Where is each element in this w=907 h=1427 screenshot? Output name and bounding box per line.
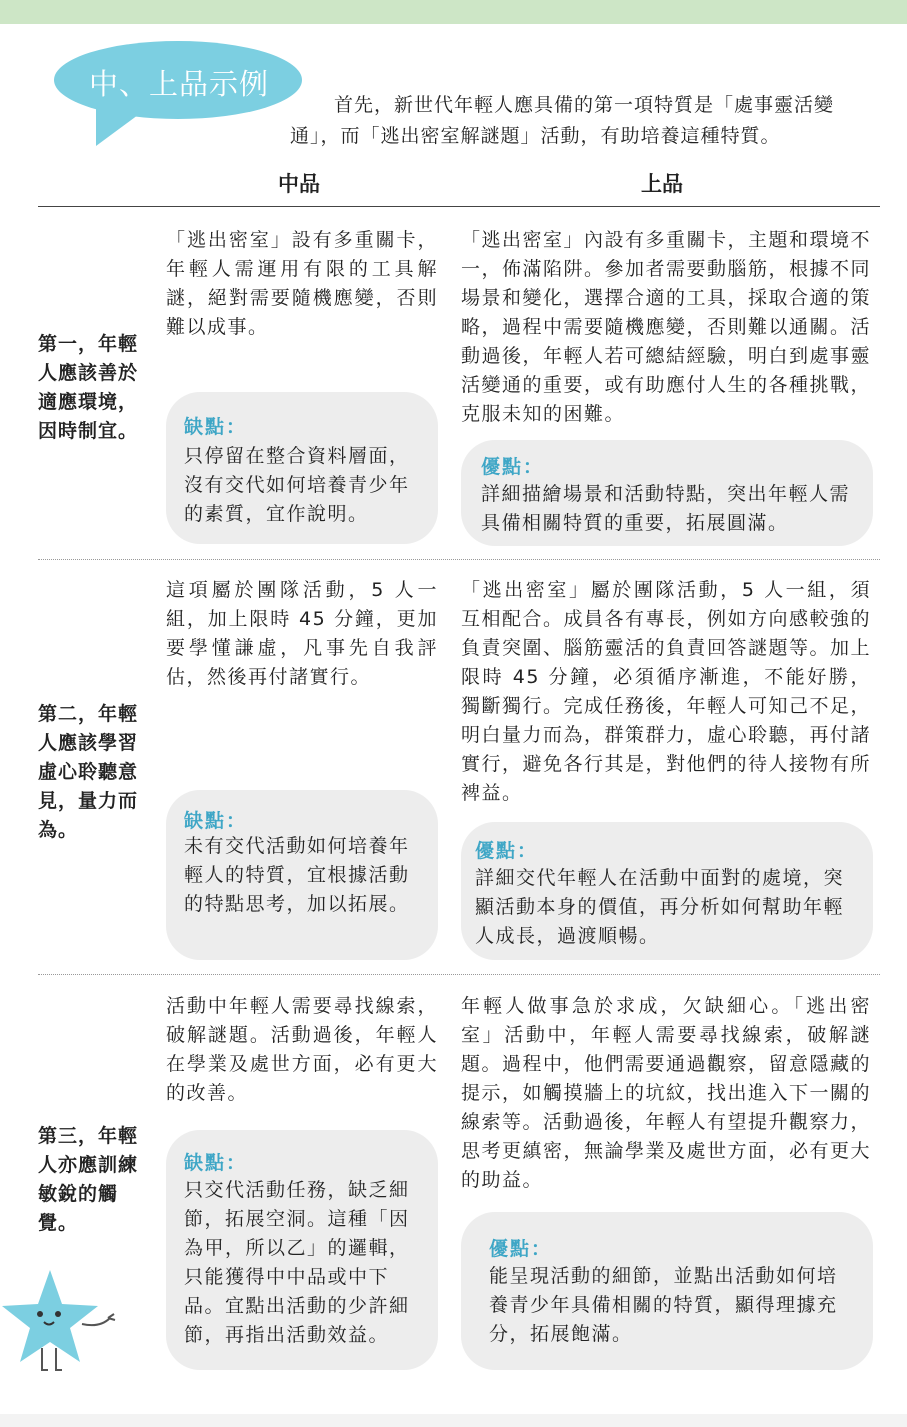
note-body: 詳細交代年輕人在活動中面對的處境，突顯活動本身的價值，再分析如何幫助年輕人成長，過渡順暢。 — [475, 867, 845, 947]
note-title-weakness: 缺點： — [184, 416, 248, 438]
upper-note-box — [461, 822, 873, 960]
note-body: 未有交代活動如何培養年輕人的特質，宜根據活動的特點思考，加以拓展。 — [184, 835, 410, 915]
middle-text: 這項屬於團隊活動，5 人一組，加上限時 45 分鐘，更加要學懂謙虛，凡事先自我評估，然後再付諸實行。 — [166, 579, 438, 688]
upper-text: 年輕人做事急於求成，欠缺細心。「逃出密室」活動中，年輕人需要尋找線索，破解謎題。過程中，他們需要通過觀察，留意隱藏的提示，如觸摸牆上的坑紋，找出進入下一關的線索等。活動過後，年輕人有望提升觀察力，思考更縝密，無論學業及處世方面，必有更大的助益。 — [461, 995, 872, 1191]
upper-note-box — [461, 1212, 873, 1370]
row-label: 第二，年輕人應該學習虛心聆聽意見，量力而為。 — [38, 703, 139, 841]
middle-text: 「逃出密室」設有多重關卡，年輕人需運用有限的工具解謎，絕對需要隨機應變，否則難以成事。 — [166, 229, 438, 338]
note-title-strength: 優點： — [481, 456, 545, 478]
upper-note-box — [461, 440, 873, 546]
row-divider — [38, 559, 880, 560]
star-mascot-icon — [0, 1262, 130, 1382]
bottom-strip — [0, 1414, 907, 1427]
note-body: 能呈現活動的細節，並點出活動如何培養青少年具備相關的特質，顯得理據充分，拓展飽滿。 — [489, 1265, 838, 1345]
note-title-strength: 優點： — [489, 1238, 553, 1260]
middle-note-box — [166, 1130, 438, 1370]
column-header-middle: 中品 — [278, 171, 320, 196]
note-title-strength: 優點： — [475, 840, 539, 862]
note-title-weakness: 缺點： — [184, 1152, 248, 1174]
section-title: 中、上品示例 — [88, 67, 269, 101]
middle-text: 活動中年輕人需要尋找線索，破解謎題。活動過後，年輕人在學業及處世方面，必有更大的改善。 — [166, 995, 438, 1104]
note-body: 只交代活動任務，缺乏細節，拓展空洞。這種「因為甲，所以乙」的邏輯，只能獲得中中品或中下品。宜點出活動的少許細節，再指出活動效益。 — [184, 1179, 410, 1346]
middle-note-box — [166, 392, 438, 544]
note-title-weakness: 缺點： — [184, 810, 248, 832]
upper-text: 「逃出密室」屬於團隊活動，5 人一組，須互相配合。成員各有專長，例如方向感較強的負責突圍、腦筋靈活的負責回答謎題等。加上限時 45 分鐘，必須循序漸進，不能好勝，獨斷獨行。完成任務後，年輕人可知己不足，明白量力而為，群策群力，虛心聆聽，再付諸實行，避免各行其是，對他們的待人接物有所裨益。 — [461, 579, 872, 804]
header-rule — [38, 206, 880, 207]
row-divider — [38, 974, 880, 975]
intro-paragraph: 首先，新世代年輕人應具備的第一項特質是「處事靈活變通」，而「逃出密室解謎題」活動，有助培養這種特質。 — [290, 94, 835, 147]
note-body: 詳細描繪場景和活動特點，突出年輕人需具備相關特質的重要，拓展圓滿。 — [481, 483, 851, 534]
row-label: 第一，年輕人應該善於適應環境，因時制宜。 — [38, 333, 139, 442]
note-body: 只停留在整合資料層面，沒有交代如何培養青少年的素質，宜作說明。 — [184, 445, 410, 525]
upper-text: 「逃出密室」內設有多重關卡，主題和環境不一，佈滿陷阱。參加者需要動腦筋，根據不同場景和變化，選擇合適的工具，採取合適的策略，過程中需要隨機應變，否則難以通關。活動過後，年輕人若可總結經驗，明白到處事靈活變通的重要，或有助應付人生的各種挑戰，克服未知的困難。 — [461, 229, 872, 425]
middle-note-box — [166, 790, 438, 960]
column-header-upper: 上品 — [641, 171, 683, 196]
row-label: 第三，年輕人亦應訓練敏銳的觸覺。 — [38, 1125, 139, 1234]
